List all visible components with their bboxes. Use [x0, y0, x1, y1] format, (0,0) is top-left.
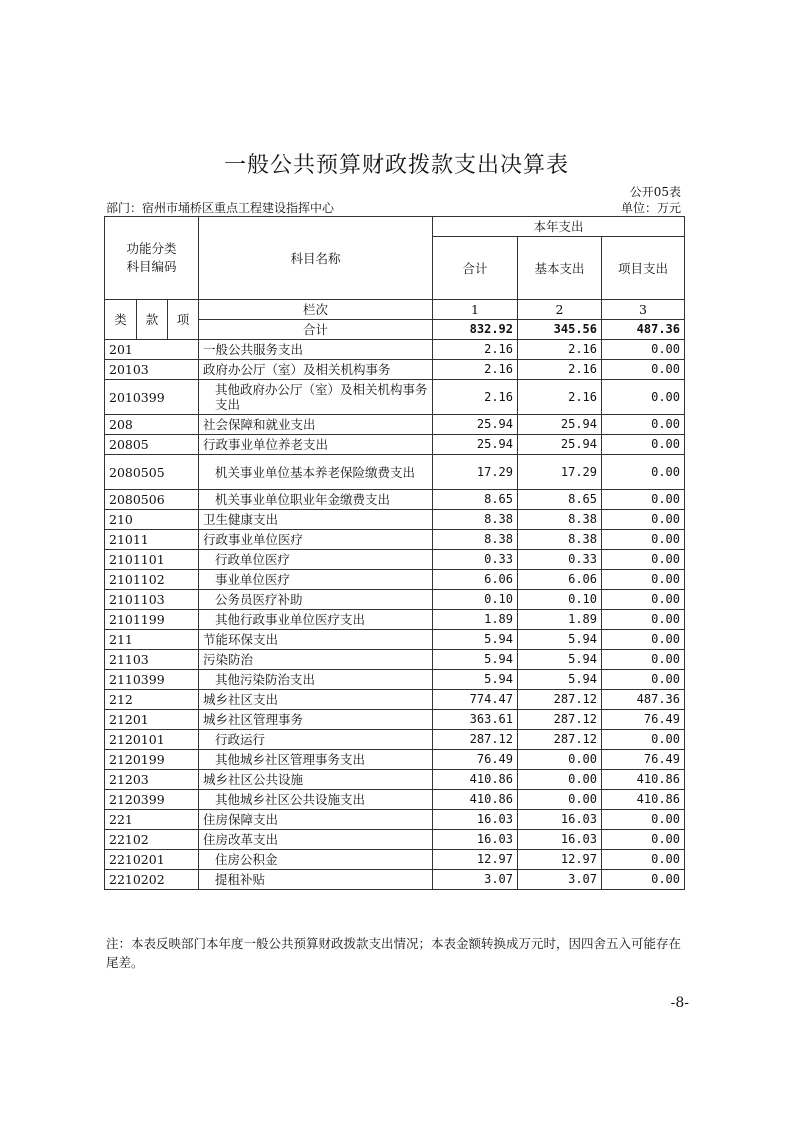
row-code: 20103	[105, 360, 199, 380]
row-name: 一般公共服务支出	[199, 340, 433, 360]
row-name: 城乡社区管理事务	[199, 710, 433, 730]
row-project: 0.00	[602, 510, 685, 530]
row-basic: 0.00	[518, 750, 602, 770]
sum-project: 487.36	[602, 320, 685, 340]
row-project: 0.00	[602, 360, 685, 380]
header-xiang: 项	[168, 300, 199, 340]
row-name: 住房公积金	[199, 850, 433, 870]
row-basic: 6.06	[518, 570, 602, 590]
page-title: 一般公共预算财政拨款支出决算表	[223, 153, 569, 178]
row-name: 行政事业单位医疗	[199, 530, 433, 550]
row-total: 2.16	[433, 380, 518, 415]
table-row	[105, 570, 685, 590]
row-code: 211	[105, 630, 199, 650]
row-project: 0.00	[602, 810, 685, 830]
row-total: 0.33	[433, 550, 518, 570]
table-row	[105, 380, 685, 415]
row-basic: 5.94	[518, 670, 602, 690]
row-name: 其他行政事业单位医疗支出	[199, 610, 433, 630]
row-total: 5.94	[433, 650, 518, 670]
row-code: 212	[105, 690, 199, 710]
row-name: 其他污染防治支出	[199, 670, 433, 690]
table-row	[105, 590, 685, 610]
table-row	[105, 360, 685, 380]
row-basic: 16.03	[518, 810, 602, 830]
row-name: 事业单位医疗	[199, 570, 433, 590]
row-total: 287.12	[433, 730, 518, 750]
row-name: 其他政府办公厅（室）及相关机构事务支出	[199, 380, 433, 415]
row-basic: 0.33	[518, 550, 602, 570]
header-func-code: 功能分类 科目编码	[105, 217, 199, 300]
row-code: 2110399	[105, 670, 199, 690]
table-row	[105, 750, 685, 770]
row-project: 0.00	[602, 490, 685, 510]
row-name: 行政单位医疗	[199, 550, 433, 570]
row-basic: 287.12	[518, 710, 602, 730]
footnote: 注：本表反映部门本年度一般公共预算财政拨款支出情况；本表金额转换成万元时，因四舍五入可能存在尾差。	[106, 936, 682, 970]
table-row	[105, 610, 685, 630]
unit-label: 单位：万元	[620, 201, 681, 215]
row-name: 机关事业单位基本养老保险缴费支出	[199, 455, 433, 490]
table-row	[105, 770, 685, 790]
row-project: 0.00	[602, 830, 685, 850]
row-project: 0.00	[602, 670, 685, 690]
row-basic: 3.07	[518, 870, 602, 890]
row-basic: 0.10	[518, 590, 602, 610]
row-total: 16.03	[433, 830, 518, 850]
table-row	[105, 455, 685, 490]
table-row	[105, 870, 685, 890]
row-total: 8.38	[433, 510, 518, 530]
row-project: 410.86	[602, 790, 685, 810]
column-3: 3	[602, 300, 685, 320]
row-basic: 0.00	[518, 770, 602, 790]
column-label: 栏次	[199, 300, 433, 320]
row-basic: 2.16	[518, 360, 602, 380]
table-row	[105, 830, 685, 850]
row-code: 2210202	[105, 870, 199, 890]
row-name: 提租补贴	[199, 870, 433, 890]
sum-total: 832.92	[433, 320, 518, 340]
row-code: 201	[105, 340, 199, 360]
row-project: 0.00	[602, 850, 685, 870]
row-total: 12.97	[433, 850, 518, 870]
table-row	[105, 630, 685, 650]
row-project: 0.00	[602, 610, 685, 630]
row-name: 卫生健康支出	[199, 510, 433, 530]
row-project: 0.00	[602, 730, 685, 750]
row-total: 410.86	[433, 770, 518, 790]
row-code: 2101101	[105, 550, 199, 570]
row-name: 城乡社区支出	[199, 690, 433, 710]
table-row	[105, 435, 685, 455]
header-kuan: 款	[137, 300, 168, 340]
table-row	[105, 690, 685, 710]
row-name: 政府办公厅（室）及相关机构事务	[199, 360, 433, 380]
row-basic: 0.00	[518, 790, 602, 810]
table-row	[105, 510, 685, 530]
row-project: 0.00	[602, 340, 685, 360]
table-row	[105, 550, 685, 570]
row-basic: 25.94	[518, 435, 602, 455]
row-name: 其他城乡社区管理事务支出	[199, 750, 433, 770]
row-code: 2101199	[105, 610, 199, 630]
row-basic: 5.94	[518, 650, 602, 670]
row-basic: 287.12	[518, 730, 602, 750]
row-name: 其他城乡社区公共设施支出	[199, 790, 433, 810]
row-total: 16.03	[433, 810, 518, 830]
row-basic: 1.89	[518, 610, 602, 630]
row-name: 住房保障支出	[199, 810, 433, 830]
table-row	[105, 790, 685, 810]
row-name: 机关事业单位职业年金缴费支出	[199, 490, 433, 510]
row-project: 0.00	[602, 550, 685, 570]
row-project: 0.00	[602, 435, 685, 455]
row-name: 社会保障和就业支出	[199, 415, 433, 435]
column-1: 1	[433, 300, 518, 320]
row-project: 410.86	[602, 770, 685, 790]
row-project: 487.36	[602, 690, 685, 710]
row-project: 0.00	[602, 455, 685, 490]
row-code: 2120101	[105, 730, 199, 750]
row-project: 76.49	[602, 750, 685, 770]
row-project: 76.49	[602, 710, 685, 730]
row-total: 6.06	[433, 570, 518, 590]
row-total: 5.94	[433, 630, 518, 650]
row-total: 5.94	[433, 670, 518, 690]
row-project: 0.00	[602, 570, 685, 590]
row-total: 1.89	[433, 610, 518, 630]
row-code: 2120399	[105, 790, 199, 810]
row-code: 210	[105, 510, 199, 530]
row-total: 363.61	[433, 710, 518, 730]
row-project: 0.00	[602, 415, 685, 435]
row-basic: 287.12	[518, 690, 602, 710]
form-number: 公开05表	[629, 185, 681, 199]
header-subject-name: 科目名称	[199, 217, 433, 300]
table-row	[105, 650, 685, 670]
table-row	[105, 730, 685, 750]
row-code: 2101102	[105, 570, 199, 590]
row-code: 2120199	[105, 750, 199, 770]
row-name: 污染防治	[199, 650, 433, 670]
row-code: 22102	[105, 830, 199, 850]
table-row	[105, 340, 685, 360]
table-row	[105, 530, 685, 550]
row-code: 221	[105, 810, 199, 830]
department-label: 部门：宿州市埇桥区重点工程建设指挥中心	[106, 201, 335, 215]
row-code: 2210201	[105, 850, 199, 870]
row-code: 2080506	[105, 490, 199, 510]
table-row	[105, 670, 685, 690]
row-total: 2.16	[433, 360, 518, 380]
row-total: 76.49	[433, 750, 518, 770]
row-total: 8.38	[433, 530, 518, 550]
row-project: 0.00	[602, 870, 685, 890]
row-name: 公务员医疗补助	[199, 590, 433, 610]
row-code: 20805	[105, 435, 199, 455]
header-project: 项目支出	[602, 237, 685, 300]
row-total: 8.65	[433, 490, 518, 510]
row-basic: 25.94	[518, 415, 602, 435]
header-current-year: 本年支出	[433, 217, 685, 237]
row-code: 21103	[105, 650, 199, 670]
table-row	[105, 490, 685, 510]
row-total: 17.29	[433, 455, 518, 490]
row-code: 21011	[105, 530, 199, 550]
table-row	[105, 850, 685, 870]
row-name: 城乡社区公共设施	[199, 770, 433, 790]
row-basic: 16.03	[518, 830, 602, 850]
row-code: 21201	[105, 710, 199, 730]
row-basic: 2.16	[518, 380, 602, 415]
header-lei: 类	[105, 300, 137, 340]
expenditure-table	[104, 216, 685, 890]
header-total: 合计	[433, 237, 518, 300]
row-total: 2.16	[433, 340, 518, 360]
row-total: 25.94	[433, 415, 518, 435]
row-total: 774.47	[433, 690, 518, 710]
row-basic: 8.38	[518, 510, 602, 530]
row-basic: 8.65	[518, 490, 602, 510]
table-row	[105, 415, 685, 435]
row-total: 0.10	[433, 590, 518, 610]
row-name: 住房改革支出	[199, 830, 433, 850]
row-code: 2101103	[105, 590, 199, 610]
row-total: 410.86	[433, 790, 518, 810]
row-basic: 8.38	[518, 530, 602, 550]
column-2: 2	[518, 300, 602, 320]
row-project: 0.00	[602, 530, 685, 550]
row-code: 2080505	[105, 455, 199, 490]
row-basic: 12.97	[518, 850, 602, 870]
row-code: 2010399	[105, 380, 199, 415]
row-project: 0.00	[602, 590, 685, 610]
page-number: -8-	[670, 995, 689, 1011]
sum-label: 合计	[199, 320, 433, 340]
row-name: 节能环保支出	[199, 630, 433, 650]
row-code: 208	[105, 415, 199, 435]
row-basic: 5.94	[518, 630, 602, 650]
row-project: 0.00	[602, 650, 685, 670]
row-total: 25.94	[433, 435, 518, 455]
header-basic: 基本支出	[518, 237, 602, 300]
row-code: 21203	[105, 770, 199, 790]
table-row	[105, 710, 685, 730]
sum-basic: 345.56	[518, 320, 602, 340]
row-basic: 2.16	[518, 340, 602, 360]
table-row	[105, 810, 685, 830]
row-name: 行政事业单位养老支出	[199, 435, 433, 455]
row-project: 0.00	[602, 630, 685, 650]
row-name: 行政运行	[199, 730, 433, 750]
row-total: 3.07	[433, 870, 518, 890]
row-basic: 17.29	[518, 455, 602, 490]
row-project: 0.00	[602, 380, 685, 415]
